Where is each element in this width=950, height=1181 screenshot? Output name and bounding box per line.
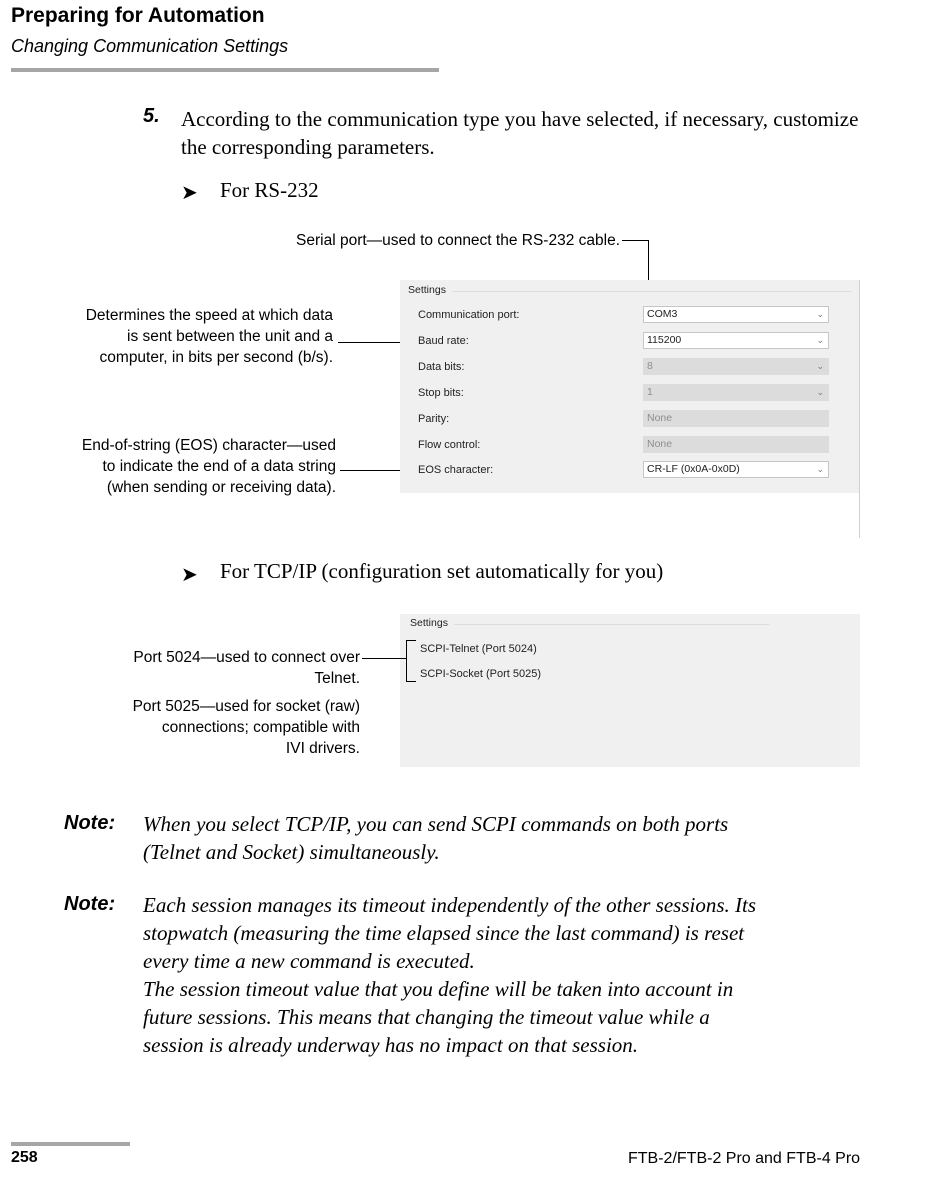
scpi-socket-item: SCPI-Socket (Port 5025) [420, 668, 542, 680]
chevron-down-icon: ⌄ [816, 335, 824, 345]
parity-select [643, 410, 829, 427]
panel-title-rule [454, 624, 769, 625]
baud-rate-select[interactable] [643, 332, 829, 349]
eos-character-label: EOS character: [418, 464, 494, 476]
note-line: stopwatch (measuring the time elapsed since the last command) is reset [143, 921, 745, 945]
communication-port-value: COM3 [647, 308, 678, 320]
tcpip-bullet-text: For TCP/IP (configuration set automatically for you) [220, 559, 664, 583]
baud-rate-callout-line: is sent between the unit and a [127, 328, 333, 345]
port-leader-top [406, 640, 416, 641]
port-leader [362, 658, 406, 659]
stop-bits-select [643, 384, 829, 401]
note-line: The session timeout value that you define will be taken into account in [143, 977, 734, 1001]
note-line: When you select TCP/IP, you can send SCPI commands on both ports [143, 812, 729, 836]
section-subtitle: Changing Communication Settings [11, 36, 289, 56]
eos-character-select[interactable] [643, 461, 829, 478]
eos-callout-line: to indicate the end of a data string [102, 458, 336, 475]
port-leader-bottom [406, 681, 416, 682]
chevron-down-icon: ⌄ [816, 309, 824, 319]
eos-callout-line: End-of-string (EOS) character—used [81, 437, 336, 454]
port-5024-callout-line: Telnet. [314, 670, 360, 687]
tcpip-panel-title: Settings [410, 617, 448, 629]
baud-rate-callout-line: Determines the speed at which data [85, 307, 333, 324]
footer-rule [11, 1142, 130, 1146]
parity-value: None [647, 412, 673, 424]
chevron-down-icon: ⌄ [816, 464, 824, 474]
communication-port-label: Communication port: [418, 309, 520, 321]
serial-port-callout: Serial port—used to connect the RS-232 cable. [296, 232, 620, 249]
eos-callout [20, 435, 336, 498]
stop-bits-label: Stop bits: [418, 387, 464, 399]
port-5025-callout [40, 696, 360, 759]
eos-character-value: CR-LF (0x0A-0x0D) [647, 463, 740, 475]
port-5025-callout-line: Port 5025—used for socket (raw) [132, 698, 360, 715]
port-5024-callout [40, 647, 360, 689]
arrow-bullet-icon: ➤ [181, 564, 198, 586]
parity-label: Parity: [418, 413, 450, 425]
port-5025-callout-line: IVI drivers. [285, 740, 360, 757]
arrow-bullet-icon: ➤ [181, 182, 198, 204]
data-bits-label: Data bits: [418, 361, 465, 373]
scpi-telnet-item: SCPI-Telnet (Port 5024) [420, 643, 537, 655]
data-bits-select [643, 358, 829, 375]
communication-port-select[interactable] [643, 306, 829, 323]
flow-control-select [643, 436, 829, 453]
product-name: FTB-2/FTB-2 Pro and FTB-4 Pro [628, 1150, 861, 1167]
step-number: 5. [143, 105, 160, 127]
section-title: Preparing for Automation [11, 4, 265, 27]
baud-rate-label: Baud rate: [418, 335, 469, 347]
baud-rate-callout-line: computer, in bits per second (b/s). [99, 349, 333, 366]
flow-control-label: Flow control: [418, 439, 481, 451]
port-5025-callout-line: connections; compatible with [161, 719, 360, 736]
serial-port-leader [622, 240, 648, 241]
data-bits-value: 8 [647, 360, 653, 372]
step-text: According to the communication type you have selected, if necessary, customize the corresponding parameters. [181, 107, 859, 159]
note-text [143, 891, 863, 1059]
page-number: 258 [11, 1149, 38, 1166]
note-text [143, 810, 863, 866]
header-rule [11, 68, 439, 72]
stop-bits-value: 1 [647, 386, 653, 398]
chevron-down-icon: ⌄ [816, 361, 824, 371]
note-line: future sessions. This means that changing the timeout value while a [143, 1005, 710, 1029]
panel-edge [859, 280, 860, 538]
baud-rate-callout [20, 305, 333, 368]
chevron-down-icon: ⌄ [816, 387, 824, 397]
note-line: session is already underway has no impact on that session. [143, 1033, 639, 1057]
rs232-bullet-text: For RS-232 [220, 178, 319, 202]
note-label: Note: [64, 812, 116, 834]
rs232-panel-title: Settings [408, 284, 446, 296]
baud-rate-value: 115200 [647, 334, 682, 346]
tcpip-settings-panel [400, 614, 860, 767]
port-leader-bracket [406, 640, 407, 682]
note-line: Each session manages its timeout independently of the other sessions. Its [143, 893, 757, 917]
port-5024-callout-line: Port 5024—used to connect over [133, 649, 360, 666]
note-label: Note: [64, 893, 116, 915]
note-line: (Telnet and Socket) simultaneously. [143, 840, 440, 864]
panel-title-rule [452, 291, 852, 292]
flow-control-value: None [647, 438, 673, 450]
note-line: every time a new command is executed. [143, 949, 475, 973]
eos-callout-line: (when sending or receiving data). [106, 479, 336, 496]
